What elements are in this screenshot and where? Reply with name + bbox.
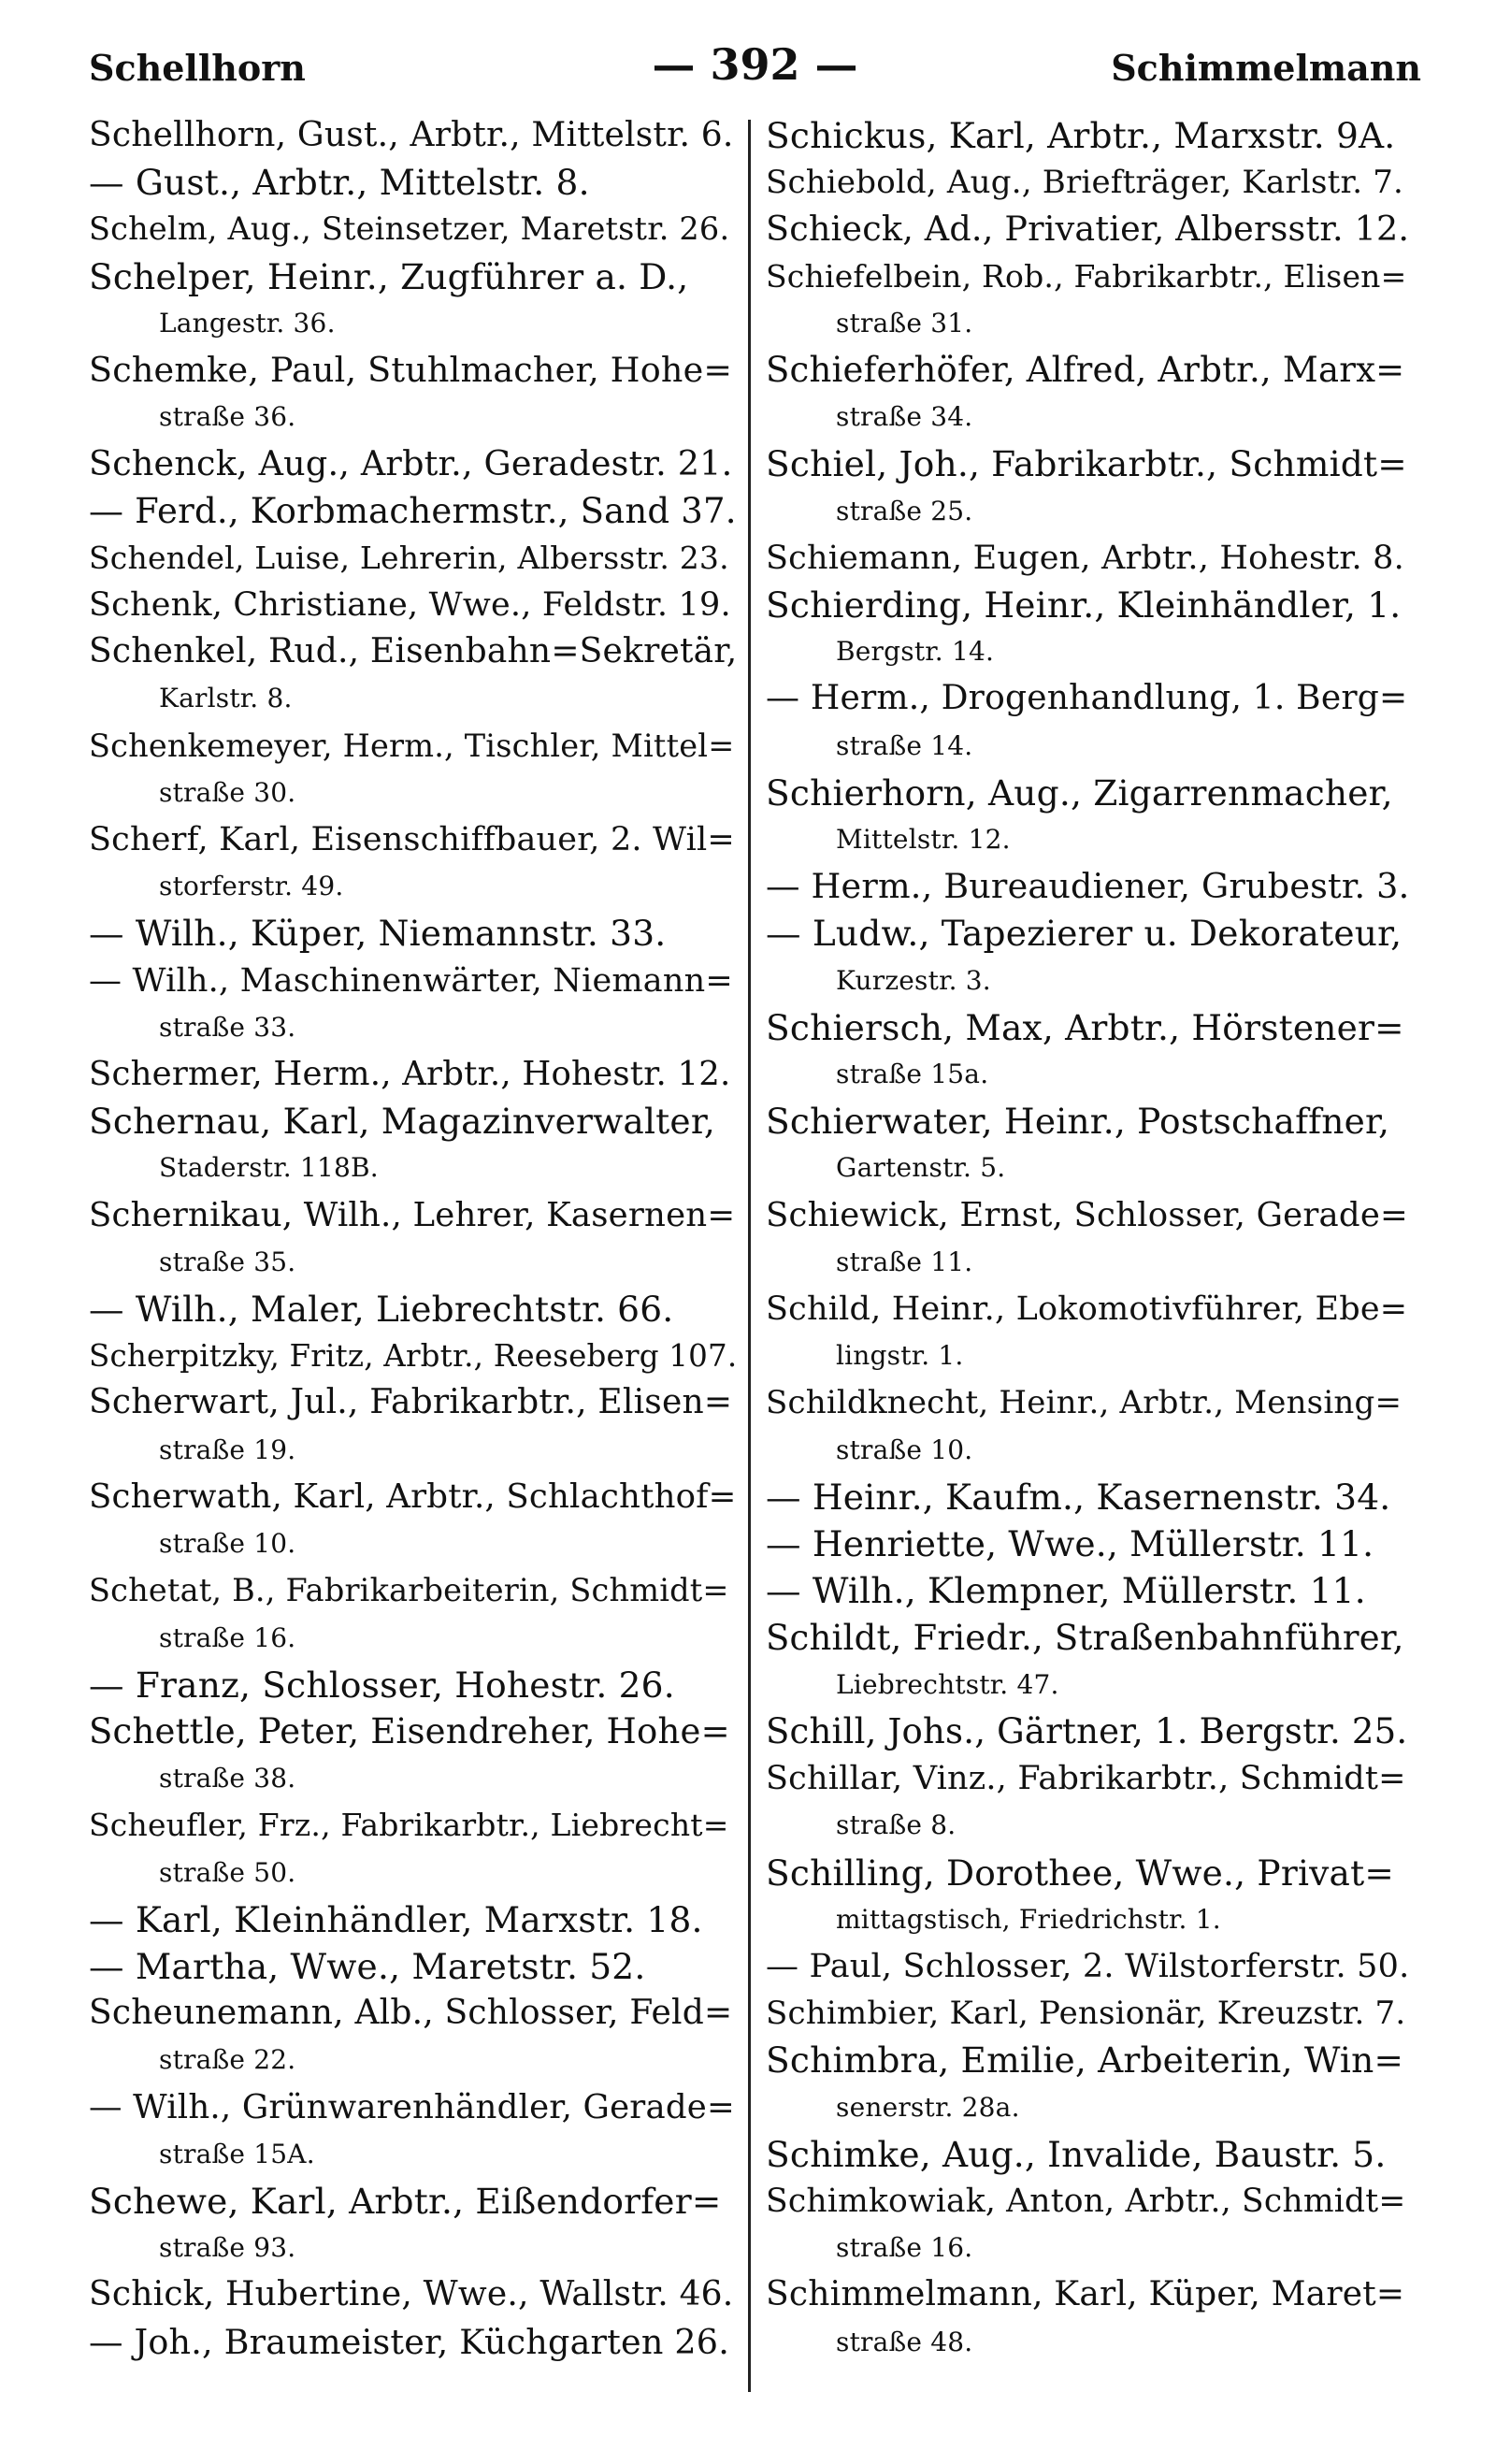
entry-line: Schickus, Karl, Arbtr., Marxstr. 9A. (766, 115, 1396, 156)
directory-entry (766, 347, 1410, 440)
directory-entry (766, 1943, 1410, 1990)
entry-continuation: straße 10. (836, 1434, 973, 1465)
entry-line: Scherwart, Jul., Fabrikarbtr., Elisen= (89, 1383, 733, 1422)
entry-line: Schettle, Peter, Eisendreher, Hohe= (89, 1710, 730, 1751)
page-number: — 392 — (652, 39, 858, 90)
entry-line: Schimbra, Emilie, Arbeiterin, Win= (766, 2039, 1404, 2082)
directory-entry (89, 1051, 737, 1098)
directory-entry (89, 440, 737, 487)
directory-entry (766, 440, 1410, 534)
entry-line: Schieferhöfer, Alfred, Arbtr., Marx= (766, 350, 1405, 391)
entry-line: Schetat, B., Fabrikarbeiterin, Schmidt= (89, 1572, 729, 1609)
directory-entry (89, 1286, 737, 1333)
entry-continuation: straße 15a. (836, 1059, 989, 1090)
directory-entry (766, 1474, 1410, 1520)
entry-line: — Wilh., Küper, Niemannstr. 33. (89, 913, 667, 955)
directory-entry (766, 582, 1410, 675)
directory-entry (89, 1192, 737, 1286)
entry-line: Schildt, Friedr., Straßenbahnführer, (766, 1617, 1404, 1658)
entry-line: — Wilh., Klempner, Müllerstr. 11. (766, 1570, 1366, 1612)
entry-continuation: Mittelstr. 12. (836, 824, 1011, 856)
entry-line: Scherpitzky, Fritz, Arbtr., Reeseberg 107. (89, 1338, 738, 1375)
entry-continuation: straße 19. (159, 1434, 296, 1465)
entry-line: — Joh., Braumeister, Küchgarten 26. (89, 2321, 730, 2362)
entry-line: Schiefelbein, Rob., Fabrikarbtr., Elisen= (766, 257, 1407, 295)
entry-line: Scherf, Karl, Eisenschiffbauer, 2. Wil= (89, 821, 735, 859)
entry-line: — Herm., Bureaudiener, Grubestr. 3. (766, 866, 1410, 907)
entry-continuation: Langestr. 36. (159, 307, 336, 339)
directory-entry (766, 1379, 1410, 1473)
directory-entry (89, 1379, 737, 1473)
header-right-catchword: Schimmelmann (1111, 47, 1421, 89)
entry-continuation: straße 31. (836, 307, 973, 339)
entry-continuation: lingstr. 1. (836, 1340, 964, 1372)
entry-continuation: straße 10. (159, 1528, 296, 1560)
entry-line: Schenck, Aug., Arbtr., Geradestr. 21. (89, 443, 733, 484)
entry-line: Schimkowiak, Anton, Arbtr., Schmidt= (766, 2182, 1406, 2220)
entry-continuation: straße 34. (836, 401, 973, 433)
directory-entry (89, 1567, 737, 1661)
directory-entry (766, 2271, 1410, 2365)
entry-continuation: straße 16. (159, 1621, 296, 1653)
entry-continuation: Staderstr. 118B. (159, 1152, 379, 1184)
directory-entry (89, 2319, 737, 2366)
entry-line: — Wilh., Maler, Liebrechtstr. 66. (89, 1289, 674, 1331)
entry-continuation: straße 93. (159, 2232, 296, 2264)
entry-line: Schelm, Aug., Steinsetzer, Maretstr. 26. (89, 210, 730, 248)
entry-line: Schenk, Christiane, Wwe., Feldstr. 19. (89, 586, 731, 625)
entry-continuation: Kurzestr. 3. (836, 964, 991, 996)
entry-line: Scheufler, Frz., Fabrikarbtr., Liebrecht= (89, 1807, 729, 1844)
directory-entry (766, 1098, 1410, 1191)
entry-line: Scherwath, Karl, Arbtr., Schlachthof= (89, 1477, 737, 1516)
entry-continuation: straße 48. (836, 2326, 973, 2357)
entry-line: — Heinr., Kaufm., Kasernenstr. 34. (766, 1476, 1391, 1518)
directory-entry (766, 1520, 1410, 1567)
entry-line: Schewe, Karl, Arbtr., Eißendorfer= (89, 2180, 722, 2222)
directory-entry (766, 112, 1410, 159)
directory-entry (766, 1850, 1410, 1943)
directory-entry (766, 206, 1410, 252)
entry-line: Schimbier, Karl, Pensionär, Kreuzstr. 7. (766, 1995, 1406, 2033)
entry-continuation: straße 8. (836, 1809, 957, 1841)
entry-line: — Wilh., Maschinenwärter, Niemann= (89, 961, 733, 1000)
directory-entry (89, 2271, 737, 2318)
directory-entry (89, 112, 737, 159)
entry-line: Schick, Hubertine, Wwe., Wallstr. 46. (89, 2275, 734, 2314)
running-head (89, 37, 1421, 103)
directory-entry (89, 910, 737, 957)
directory-entry (89, 1662, 737, 1708)
entry-line: Schiemann, Eugen, Arbtr., Hohestr. 8. (766, 539, 1404, 577)
entry-line: Schelper, Heinr., Zugführer a. D., (89, 255, 689, 297)
directory-entry (766, 675, 1410, 769)
directory-entry (89, 1896, 737, 1943)
entry-line: Schild, Heinr., Lokomotivführer, Ebe= (766, 1290, 1408, 1329)
directory-entry (766, 1708, 1410, 1755)
entry-continuation: straße 50. (159, 1856, 296, 1888)
entry-continuation: straße 30. (159, 776, 296, 808)
entry-line: Schiebold, Aug., Briefträger, Karlstr. 7. (766, 164, 1404, 202)
entry-line: Schenkel, Rud., Eisenbahn=Sekretär, (89, 632, 738, 671)
directory-entry (89, 253, 737, 347)
entry-line: — Franz, Schlosser, Hohestr. 26. (89, 1664, 675, 1706)
entry-line: Schendel, Luise, Lehrerin, Albersstr. 23. (89, 539, 729, 576)
entry-continuation: straße 33. (159, 1011, 296, 1043)
header-left-catchword: Schellhorn (89, 47, 306, 89)
entry-continuation: Karlstr. 8. (159, 683, 293, 714)
directory-entry (89, 2084, 737, 2178)
entry-line: Schill, Johs., Gärtner, 1. Bergstr. 25. (766, 1710, 1408, 1751)
directory-entry (766, 910, 1410, 1003)
directory-entry (766, 1192, 1410, 1286)
directory-entry (89, 958, 737, 1051)
entry-line: Schiewick, Ernst, Schlosser, Gerade= (766, 1195, 1408, 1234)
directory-entry (89, 1990, 737, 2083)
directory-entry (766, 1615, 1410, 1708)
directory-entry (89, 582, 737, 628)
directory-entry (89, 1708, 737, 1802)
entry-continuation: straße 35. (159, 1246, 296, 1277)
entry-line: Schiersch, Max, Arbtr., Hörstener= (766, 1006, 1404, 1048)
entry-line: Schernau, Karl, Magazinverwalter, (89, 1101, 715, 1143)
directory-entry (766, 770, 1410, 863)
entry-line: — Gust., Arbtr., Mittelstr. 8. (89, 162, 590, 204)
entry-continuation: straße 16. (836, 2232, 973, 2264)
directory-entry (89, 347, 737, 440)
entry-continuation: Gartenstr. 5. (836, 1152, 1006, 1184)
directory-entry (89, 1474, 737, 1567)
directory-entry (766, 159, 1410, 206)
entry-line: — Karl, Kleinhändler, Marxstr. 18. (89, 1898, 703, 1940)
entry-continuation: Bergstr. 14. (836, 636, 995, 668)
directory-entry (766, 2131, 1410, 2178)
entry-line: Schimmelmann, Karl, Küper, Maret= (766, 2275, 1405, 2314)
entry-line: Schilling, Dorothee, Wwe., Privat= (766, 1852, 1394, 1894)
entry-line: Schiel, Joh., Fabrikarbtr., Schmidt= (766, 443, 1407, 485)
entry-line: Schenkemeyer, Herm., Tischler, Mittel= (89, 727, 735, 764)
entry-continuation: storferstr. 49. (159, 871, 344, 902)
entry-line: — Henriette, Wwe., Müllerstr. 11. (766, 1523, 1374, 1565)
directory-entry (766, 1286, 1410, 1379)
entry-continuation: straße 14. (836, 729, 973, 761)
entry-line: Schildknecht, Heinr., Arbtr., Mensing= (766, 1384, 1402, 1422)
directory-entry (89, 1098, 737, 1191)
directory-entry (766, 1567, 1410, 1614)
entry-continuation: mittagstisch, Friedrichstr. 1. (836, 1903, 1221, 1935)
entry-continuation: Liebrechtstr. 47. (836, 1668, 1059, 1700)
entry-continuation: straße 15A. (159, 2138, 315, 2169)
directory-entry (766, 253, 1410, 347)
directory-entry (766, 1990, 1410, 2037)
entry-continuation: straße 22. (159, 2044, 296, 2076)
entry-line: Schillar, Vinz., Fabrikarbtr., Schmidt= (766, 1760, 1406, 1798)
directory-entry (89, 1943, 737, 1990)
entry-line: Schierhorn, Aug., Zigarrenmacher, (766, 771, 1393, 814)
directory-entry (89, 1802, 737, 1895)
entry-continuation: straße 36. (159, 401, 296, 433)
entry-line: Schierwater, Heinr., Postschaffner, (766, 1101, 1390, 1143)
directory-entry (89, 816, 737, 910)
entry-line: — Martha, Wwe., Maretstr. 52. (89, 1945, 646, 1987)
entry-line: Schimke, Aug., Invalide, Baustr. 5. (766, 2133, 1387, 2175)
columns (89, 112, 1421, 2392)
entry-line: Schieck, Ad., Privatier, Albersstr. 12. (766, 209, 1410, 250)
left-column (89, 112, 748, 2392)
directory-entry (766, 1755, 1410, 1849)
directory-entry (766, 2178, 1410, 2271)
directory-entry (89, 1333, 737, 1379)
entry-line: — Paul, Schlosser, 2. Wilstorferstr. 50. (766, 1947, 1410, 1985)
entry-line: — Ludw., Tapezierer u. Dekorateur, (766, 913, 1402, 955)
directory-entry (766, 1004, 1410, 1098)
entry-line: Scheunemann, Alb., Schlosser, Feld= (89, 1994, 733, 2033)
entry-line: — Ferd., Korbmachermstr., Sand 37. (89, 490, 737, 531)
entry-line: — Wilh., Grünwarenhändler, Gerade= (89, 2087, 735, 2126)
directory-entry (89, 723, 737, 816)
directory-entry (89, 2178, 737, 2271)
directory-entry (89, 535, 737, 582)
entry-continuation: straße 38. (159, 1763, 296, 1794)
entry-line: Schellhorn, Gust., Arbtr., Mittelstr. 6. (89, 116, 734, 154)
entry-line: Schernikau, Wilh., Lehrer, Kasernen= (89, 1195, 736, 1234)
directory-entry (89, 628, 737, 722)
directory-entry (89, 159, 737, 206)
entry-continuation: straße 25. (836, 495, 973, 526)
directory-entry (89, 206, 737, 252)
entry-line: Schierding, Heinr., Kleinhändler, 1. (766, 584, 1402, 627)
directory-entry (766, 863, 1410, 910)
entry-continuation: straße 11. (836, 1246, 973, 1277)
directory-entry (766, 535, 1410, 582)
directory-entry (89, 488, 737, 535)
right-column (751, 112, 1410, 2392)
entry-continuation: senerstr. 28a. (836, 2091, 1020, 2123)
directory-entry (766, 2037, 1410, 2130)
entry-line: Schermer, Herm., Arbtr., Hohestr. 12. (89, 1055, 731, 1094)
entry-line: Schemke, Paul, Stuhlmacher, Hohe= (89, 350, 733, 391)
entry-line: — Herm., Drogenhandlung, 1. Berg= (766, 679, 1408, 718)
